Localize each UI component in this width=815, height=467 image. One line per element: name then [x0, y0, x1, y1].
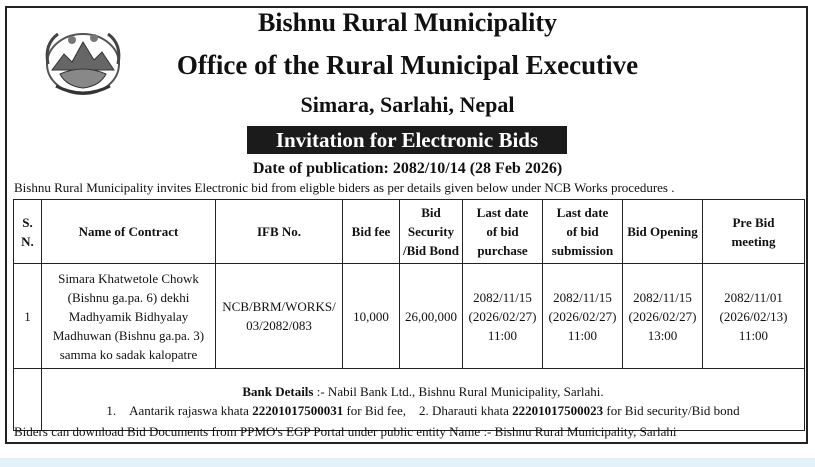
- header-fee: Bid fee: [343, 200, 400, 264]
- cell-opening: 2082/11/15 (2026/02/27) 13:00: [623, 264, 703, 369]
- bid-table: [13, 199, 805, 431]
- bank-details: [42, 369, 805, 431]
- cell-submission: 2082/11/15 (2026/02/27) 11:00: [543, 264, 623, 369]
- cell-sn: 1: [14, 264, 42, 369]
- notice-title: Invitation for Electronic Bids: [247, 126, 567, 154]
- office-location: Simara, Sarlahi, Nepal: [300, 92, 515, 117]
- header-opening: Bid Opening: [623, 200, 703, 264]
- bank-item-2-text: Dharauti khata: [432, 402, 513, 418]
- cell-purchase: 2082/11/15 (2026/02/27) 11:00: [463, 264, 543, 369]
- bank-details-row: [14, 369, 805, 431]
- cell-fee: 10,000: [343, 264, 400, 369]
- publication-date: Date of publication: 2082/10/14 (28 Feb 2026): [252, 160, 563, 177]
- bank-sn-cell: [14, 369, 42, 431]
- table-header-row: [14, 200, 805, 264]
- header-sn: S. N.: [14, 200, 42, 264]
- bank-item-1-number: 1.: [106, 402, 117, 418]
- bank-item-1-text: Aantarik rajaswa khata: [129, 402, 253, 418]
- bank-item-2-number: 2.: [419, 402, 429, 418]
- bank-item-1-purpose: for Bid fee,: [343, 402, 406, 418]
- cell-prebid: 2082/11/01 (2026/02/13) 11:00: [703, 264, 805, 369]
- header-contract: Name of Contract: [42, 200, 216, 264]
- bottom-strip: [0, 458, 815, 467]
- cell-security: 26,00,000: [400, 264, 463, 369]
- header-submission: Last date of bid submission: [543, 200, 623, 264]
- header-ifb: IFB No.: [216, 200, 343, 264]
- header-security: Bid Security /Bid Bond: [400, 200, 463, 264]
- footer-note: Biders can download Bid Documents from PPMO's EGP Portal under public entity Name :- Bishnu Rural Municipality, Sarlahi: [14, 424, 677, 439]
- cell-contract: Simara Khatwetole Chowk (Bishnu ga.pa. 6) dekhi Madhyamik Bidhyalay Madhuwan (Bishnu ga.pa. 3) samma ko sadak kalopatre: [42, 264, 216, 369]
- bank-details-label: Bank Details: [242, 383, 314, 399]
- office-name: Office of the Rural Municipal Executive: [176, 50, 639, 80]
- bank-item-1-account: 22201017500031: [252, 402, 344, 418]
- bank-details-text: :- Nabil Bank Ltd., Bishnu Rural Municipality, Sarlahi.: [313, 383, 604, 399]
- header-purchase: Last date of bid purchase: [463, 200, 543, 264]
- intro-text: Bishnu Rural Municipality invites Electronic bid from eligble biders as per details given below under NCB Works procedures .: [14, 180, 675, 195]
- bank-item-2-account: 22201017500023: [512, 402, 604, 418]
- cell-ifb: NCB/BRM/WORKS/ 03/2082/083: [216, 264, 343, 369]
- bank-item-2-purpose: for Bid security/Bid bond: [603, 402, 740, 418]
- header-prebid: Pre Bid meeting: [703, 200, 805, 264]
- municipality-name: Bishnu Rural Municipality: [257, 8, 558, 37]
- table-row: [14, 264, 805, 369]
